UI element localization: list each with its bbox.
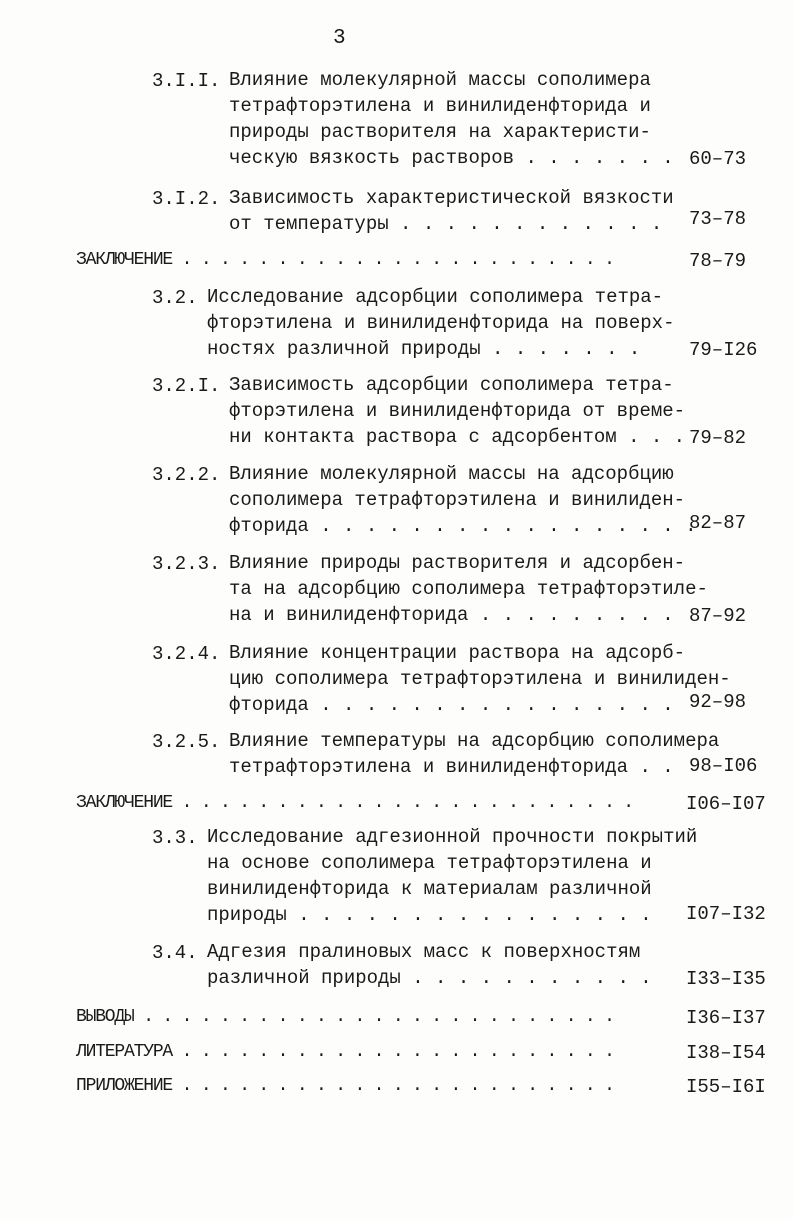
entry-title-line: ческую вязкость растворов . . . . . . . [229, 147, 674, 169]
page-range: I06–I07 [686, 793, 766, 815]
entry-title-line: Влияние концентрации раствора на адсорб- [229, 642, 686, 664]
entry-title-line: фторэтилена и винилиденфторида от време- [229, 400, 686, 422]
entry-title-line: тетрафторэтилена и винилиденфторида . . [229, 756, 674, 778]
entry-title-line: винилиденфторида к материалам различной [207, 878, 652, 900]
entry-title-line: Зависимость адсорбции сополимера тетра- [229, 374, 674, 396]
entry-title-line: Влияние молекулярной массы на адсорбцию [229, 463, 674, 485]
section-number: 3.3. [152, 827, 198, 849]
entry-title-line: Адгезия пралиновых масс к поверхностям [207, 941, 641, 963]
page-range: I55–I6I [686, 1076, 766, 1098]
entry-title-line: ЗАКЛЮЧЕНИЕ . . . . . . . . . . . . . . . . . . . . . . . [76, 250, 614, 270]
entry-title-line: ЛИТЕРАТУРА . . . . . . . . . . . . . . . . . . . . . . . [76, 1042, 614, 1062]
entry-title-line: Исследование адгезионной прочности покрытий [207, 826, 698, 848]
entry-title-line: тетрафторэтилена и винилиденфторида и [229, 95, 651, 117]
entry-title-line: природы растворителя на характеристи- [229, 121, 651, 143]
page-range: 92–98 [689, 691, 747, 713]
section-number: 3.2.3. [152, 553, 221, 575]
entry-title-line: от температуры . . . . . . . . . . . . [229, 213, 663, 235]
entry-title-line: фторида . . . . . . . . . . . . . . . . [229, 694, 674, 716]
page-range: 60–73 [689, 148, 747, 170]
page-range: I07–I32 [686, 903, 766, 925]
entry-title-line: ни контакта раствора с адсорбентом . . . [229, 426, 686, 448]
entry-title-line: различной природы . . . . . . . . . . . [207, 967, 652, 989]
page-range: 87–92 [689, 605, 747, 627]
entry-title-line: фторэтилена и винилиденфторида на поверх- [207, 312, 675, 334]
entry-title-line: ВЫВОДЫ . . . . . . . . . . . . . . . . . . . . . . . . . [76, 1007, 614, 1027]
entry-title-line: Влияние температуры на адсорбцию сополимера [229, 730, 720, 752]
entry-title-line: цию сополимера тетрафторэтилена и винилиден- [229, 668, 731, 690]
page-range: I38–I54 [686, 1042, 766, 1064]
section-number: 3.2.2. [152, 464, 221, 486]
entry-title-line: на основе сополимера тетрафторэтилена и [207, 852, 652, 874]
entry-title-line: сополимера тетрафторэтилена и винилиден- [229, 489, 686, 511]
entry-title-line: Зависимость характеристической вязкости [229, 187, 674, 209]
page-number: 3 [333, 27, 346, 50]
section-number: 3.I.2. [152, 188, 221, 210]
section-number: 3.2. [152, 287, 198, 309]
entry-title-line: Влияние молекулярной массы сополимера [229, 69, 651, 91]
entry-title-line: ЗАКЛЮЧЕНИЕ . . . . . . . . . . . . . . . . . . . . . . . . [76, 793, 633, 813]
entry-title-line: ПРИЛОЖЕНИЕ . . . . . . . . . . . . . . . . . . . . . . . [76, 1076, 614, 1096]
page-range: 73–78 [689, 208, 747, 230]
page-range: I36–I37 [686, 1007, 766, 1029]
section-number: 3.4. [152, 942, 198, 964]
entry-title-line: та на адсорбцию сополимера тетрафторэтиле- [229, 578, 708, 600]
page-range: 82–87 [689, 512, 747, 534]
section-number: 3.2.5. [152, 731, 221, 753]
entry-title-line: Исследование адсорбции сополимера тетра- [207, 286, 664, 308]
page-range: 79–82 [689, 427, 747, 449]
page-range: 98–I06 [689, 755, 758, 777]
section-number: 3.I.I. [152, 70, 221, 92]
page-range: 79–I26 [689, 339, 758, 361]
entry-title-line: фторида . . . . . . . . . . . . . . . . . [229, 515, 697, 537]
page-range: 78–79 [689, 250, 747, 272]
entry-title-line: ностях различной природы . . . . . . . [207, 338, 641, 360]
entry-title-line: Влияние природы растворителя и адсорбен- [229, 552, 686, 574]
section-number: 3.2.4. [152, 643, 221, 665]
page-range: I33–I35 [686, 968, 766, 990]
entry-title-line: природы . . . . . . . . . . . . . . . . [207, 904, 652, 926]
entry-title-line: на и винилиденфторида . . . . . . . . . [229, 604, 674, 626]
section-number: 3.2.I. [152, 375, 221, 397]
